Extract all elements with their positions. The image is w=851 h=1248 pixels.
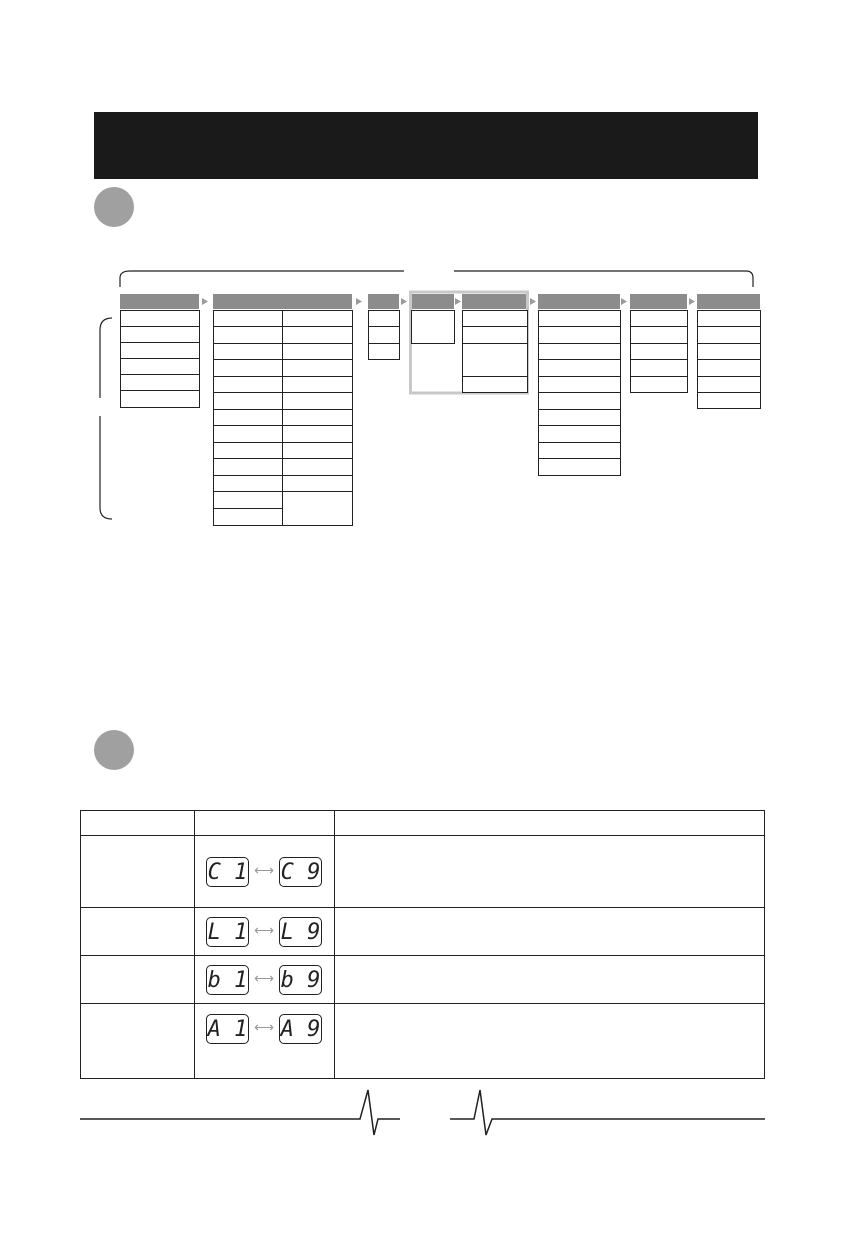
double-arrow-icon: ⟷ — [253, 1019, 275, 1035]
module-column-2b — [283, 311, 353, 526]
module-header — [538, 294, 620, 309]
module-column-6 — [539, 311, 621, 476]
module-header — [630, 294, 687, 309]
led-value: b 1 — [207, 968, 248, 993]
module-headers — [120, 294, 760, 309]
led-value: A 9 — [280, 1017, 321, 1042]
led-value: C 9 — [280, 860, 321, 885]
module-column-8 — [698, 311, 761, 409]
led-value: L 1 — [207, 920, 248, 945]
module-header — [120, 294, 199, 309]
led-value: A 1 — [207, 1017, 248, 1042]
module-column-3 — [369, 311, 400, 360]
effect-chain-diagram — [0, 0, 851, 560]
led-display-to — [279, 857, 322, 887]
module-column-2a — [214, 311, 283, 526]
jagged-break-icon — [80, 1090, 765, 1135]
module-header — [411, 294, 454, 309]
module-header — [368, 294, 399, 309]
left-bracket — [100, 318, 112, 398]
led-value: C 1 — [207, 860, 248, 885]
led-value: b 9 — [280, 968, 321, 993]
left-bracket — [100, 416, 112, 519]
double-arrow-icon: ⟷ — [253, 970, 275, 986]
table-frame — [81, 811, 765, 1079]
module-header — [213, 294, 352, 309]
led-display-from — [206, 857, 249, 887]
led-display-to — [279, 917, 322, 947]
led-value: L 9 — [280, 920, 321, 945]
led-display-from — [206, 917, 249, 947]
module-header — [462, 294, 527, 309]
module-column-1 — [121, 311, 200, 408]
module-header — [697, 294, 760, 309]
double-arrow-icon: ⟷ — [253, 922, 275, 938]
led-display-to — [279, 1014, 322, 1044]
module-column-7 — [631, 311, 688, 393]
module-column-5 — [463, 311, 528, 393]
double-arrow-icon: ⟷ — [253, 862, 275, 878]
led-display-from — [206, 1014, 249, 1044]
section-2-bullet-icon — [94, 730, 134, 770]
led-display-to — [279, 965, 322, 995]
top-brace — [120, 271, 753, 287]
led-display-from — [206, 965, 249, 995]
module-column-4 — [412, 311, 455, 344]
